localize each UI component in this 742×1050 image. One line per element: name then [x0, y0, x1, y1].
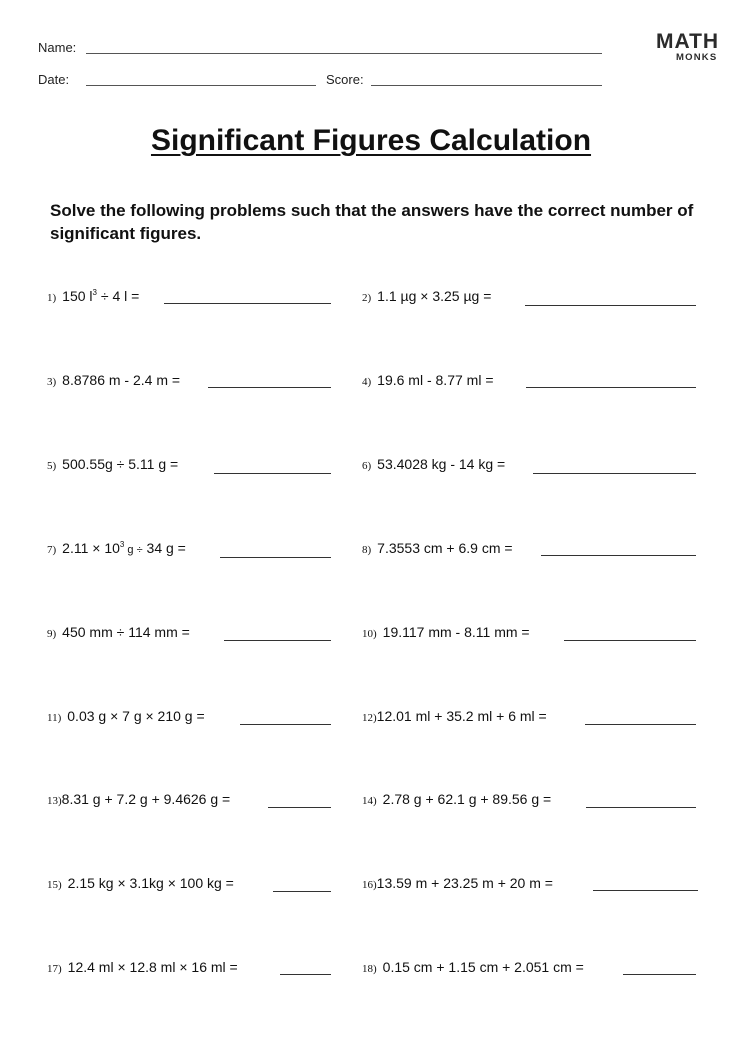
math-monks-logo	[656, 30, 726, 66]
answer-line-4[interactable]	[526, 387, 696, 388]
date-field[interactable]	[86, 85, 316, 86]
logo-monks-text: MONKS	[676, 52, 718, 63]
answer-line-14[interactable]	[586, 807, 696, 808]
problem-14: 14) 2.78 g + 62.1 g + 89.56 g =	[362, 791, 552, 807]
logo-math-text: MATH	[656, 30, 720, 53]
answer-line-3[interactable]	[208, 387, 331, 388]
answer-line-5[interactable]	[214, 473, 331, 474]
problem-12: 12)12.01 ml + 35.2 ml + 6 ml =	[362, 708, 547, 724]
problem-9: 9) 450 mm ÷ 114 mm =	[47, 624, 190, 640]
problem-5: 5) 500.55g ÷ 5.11 g =	[47, 456, 179, 472]
answer-line-10[interactable]	[564, 640, 696, 641]
problem-3: 3) 8.8786 m - 2.4 m =	[47, 372, 181, 388]
problem-18: 18) 0.15 cm + 1.15 cm + 2.051 cm =	[362, 959, 584, 975]
score-label: Score:	[326, 72, 364, 87]
answer-line-18[interactable]	[623, 974, 696, 975]
answer-line-15[interactable]	[273, 891, 331, 892]
problem-8: 8) 7.3553 cm + 6.9 cm =	[362, 540, 513, 556]
problem-17: 17) 12.4 ml × 12.8 ml × 16 ml =	[47, 959, 238, 975]
problem-2: 2) 1.1 µg × 3.25 µg =	[362, 288, 492, 304]
problem-6: 6) 53.4028 kg - 14 kg =	[362, 456, 506, 472]
answer-line-16[interactable]	[593, 890, 698, 891]
problem-7: 7) $2.11 \times 10^3$ g ÷ 34 g =	[47, 540, 186, 556]
answer-line-11[interactable]	[240, 724, 331, 725]
answer-line-2[interactable]	[525, 305, 696, 306]
problem-1: 1) 150 $l^3 \div 4$ l =	[47, 288, 140, 304]
answer-line-9[interactable]	[224, 640, 331, 641]
problem-11: 11) 0.03 g × 7 g × 210 g =	[47, 708, 205, 724]
answer-line-6[interactable]	[533, 473, 696, 474]
problem-15: 15) 2.15 kg × 3.1kg × 100 kg =	[47, 875, 234, 891]
answer-line-17[interactable]	[280, 974, 331, 975]
instructions: Solve the following problems such that the answers have the correct number of significant figures.	[50, 201, 694, 243]
problem-16: 16)13.59 m + 23.25 m + 20 m =	[362, 875, 553, 891]
score-field[interactable]	[371, 85, 602, 86]
answer-line-13[interactable]	[268, 807, 331, 808]
problem-10: 10) 19.117 mm - 8.11 mm =	[362, 624, 530, 640]
answer-line-12[interactable]	[585, 724, 696, 725]
problem-4: 4) 19.6 ml - 8.77 ml =	[362, 372, 494, 388]
name-label: Name:	[38, 40, 77, 55]
name-field[interactable]	[86, 53, 602, 54]
date-label: Date:	[38, 72, 70, 87]
answer-line-1[interactable]	[164, 303, 331, 304]
problem-13: 13)8.31 g + 7.2 g + 9.4626 g =	[47, 791, 231, 807]
answer-line-8[interactable]	[541, 555, 696, 556]
answer-line-7[interactable]	[220, 557, 331, 558]
page-title: Significant Figures Calculation	[150, 124, 592, 157]
